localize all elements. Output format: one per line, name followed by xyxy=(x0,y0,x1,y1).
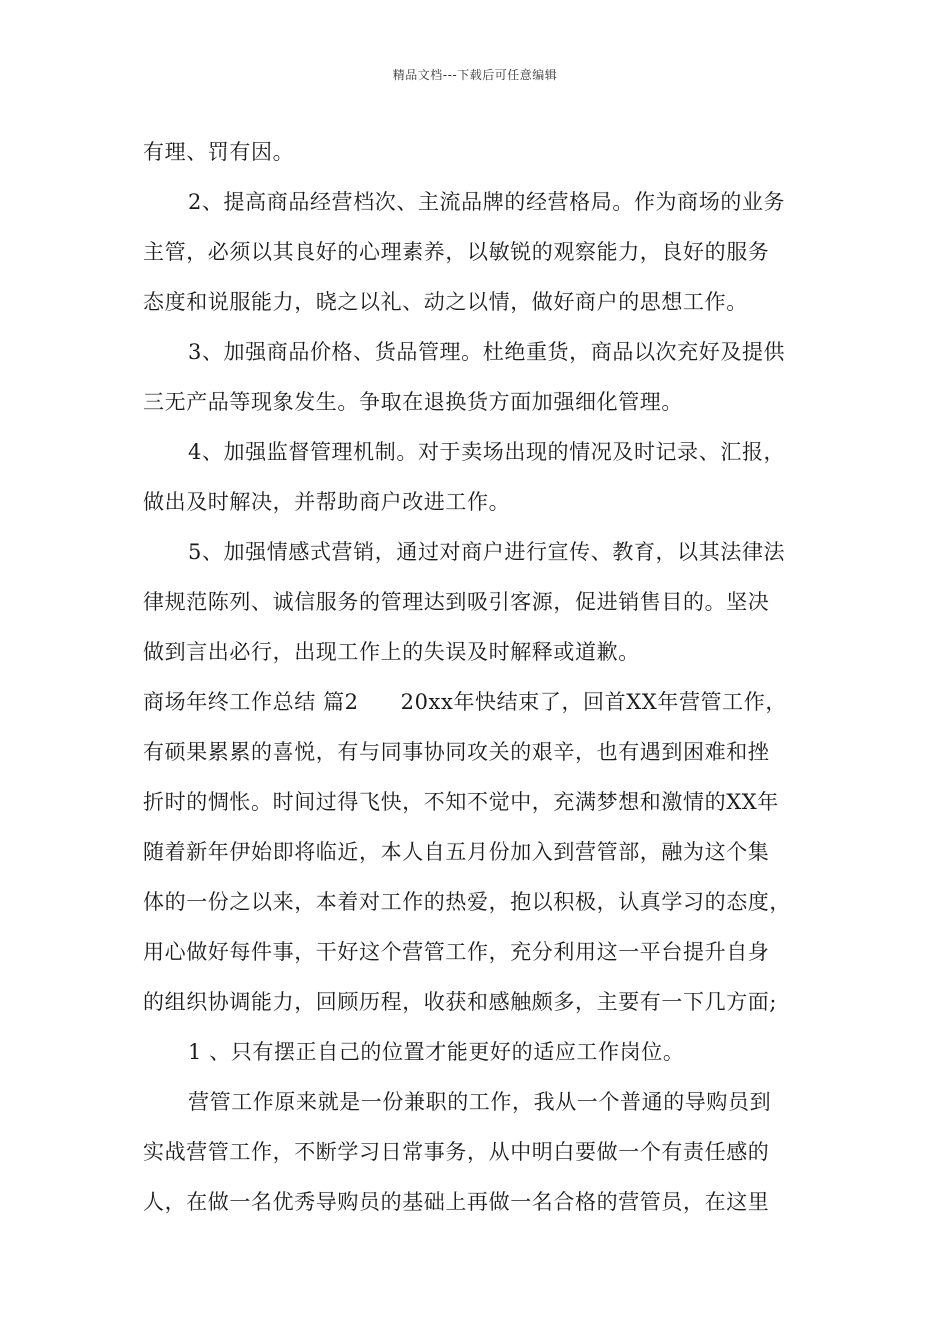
section-line xyxy=(143,688,823,716)
page-header: 精品文档---下载后可任意编辑 xyxy=(392,68,558,82)
paragraph-start: 5、加强情感式营销，通过对商户进行宣传、教育，以其法律法 xyxy=(188,540,786,564)
text-line: 体的一份之以来，本着对工作的热爱，抱以积极，认真学习的态度， xyxy=(143,890,791,914)
text-line: 做出及时解决，并帮助商户改进工作。 xyxy=(143,490,511,514)
paragraph-start: 3、加强商品价格、货品管理。杜绝重货，商品以次充好及提供 xyxy=(188,340,786,364)
text-line: 做到言出必行，出现工作上的失误及时解释或道歉。 xyxy=(143,640,640,664)
text-line: 人，在做一名优秀导购员的基础上再做一名合格的营管员，在这里 xyxy=(143,1190,770,1214)
text-line: 随着新年伊始即将临近，本人自五月份加入到营管部，融为这个集 xyxy=(143,840,770,864)
paragraph-start: 1 、只有摆正自己的位置才能更好的适应工作岗位。 xyxy=(188,1040,685,1064)
text-line: 态度和说服能力，晓之以礼、动之以情，做好商户的思想工作。 xyxy=(143,290,748,314)
text-line: 三无产品等现象发生。争取在退换货方面加强细化管理。 xyxy=(143,390,683,414)
paragraph-start: 2、提高商品经营档次、主流品牌的经营格局。作为商场的业务 xyxy=(188,190,786,214)
section-lead: 20xx年快结束了，回首XX年营管工作， xyxy=(400,690,787,714)
paragraph-start: 4、加强监督管理机制。对于卖场出现的情况及时记录、汇报， xyxy=(188,440,786,464)
text-line: 用心做好每件事，干好这个营管工作，充分利用这一平台提升自身 xyxy=(143,940,770,964)
section-title: 商场年终工作总结 篇2 xyxy=(143,690,359,714)
text-line: 有硕果累累的喜悦，有与同事协同攻关的艰辛，也有遇到困难和挫 xyxy=(143,740,770,764)
text-line: 实战营管工作，不断学习日常事务，从中明白要做一个有责任感的 xyxy=(143,1140,770,1164)
text-line: 主管，必须以其良好的心理素养，以敏锐的观察能力，良好的服务 xyxy=(143,240,770,264)
text-line: 律规范陈列、诚信服务的管理达到吸引客源，促进销售目的。坚决 xyxy=(143,590,770,614)
paragraph-start: 营管工作原来就是一份兼职的工作，我从一个普通的导购员到 xyxy=(188,1090,772,1114)
text-line: 的组织协调能力，回顾历程，收获和感触颇多，主要有一下几方面; xyxy=(143,990,778,1014)
text-line: 折时的惆怅。时间过得飞快，不知不觉中，充满梦想和激情的XX年 xyxy=(143,790,779,814)
text-line: 有理、罚有因。 xyxy=(143,140,295,164)
